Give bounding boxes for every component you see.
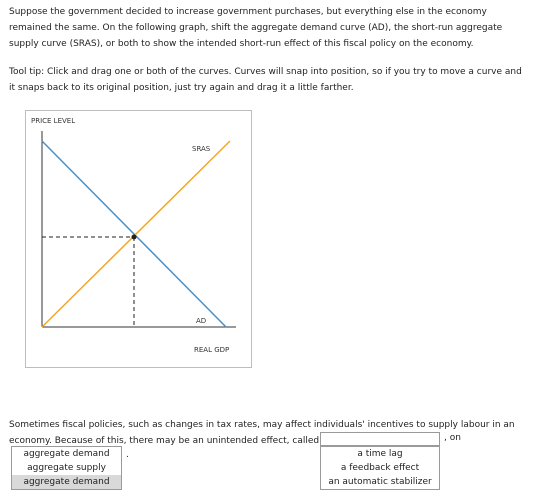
curve-dropdown[interactable] xyxy=(11,446,122,490)
effect-dropdown[interactable] xyxy=(320,446,440,490)
unintended-effect-blank[interactable] xyxy=(320,432,440,446)
graph-canvas xyxy=(26,111,251,367)
effect-option-automatic-stabilizer[interactable]: an automatic stabilizer xyxy=(328,477,432,487)
effect-option-feedback-effect[interactable]: a feedback effect xyxy=(340,463,420,473)
sras-label: SRAS xyxy=(192,145,211,153)
tooltip-paragraph: Tool tip: Click and drag one or both of the curves. Curves will snap into position, so if you try to move a curve and it snaps back to its original position, just try again and drag it a little farther. xyxy=(9,67,522,93)
curve-option-aggregate-demand-selected[interactable]: aggregate demand xyxy=(12,475,121,489)
curve-option-aggregate-demand[interactable]: aggregate demand xyxy=(23,449,110,459)
blank-trailing-text: , on xyxy=(444,433,461,443)
equilibrium-point xyxy=(132,235,137,240)
curve-option-aggregate-supply[interactable]: aggregate supply xyxy=(27,463,106,473)
x-axis-label: REAL GDP xyxy=(194,346,230,354)
question-paragraph-1: Suppose the government decided to increase government purchases, but everything else in the economy remained the same. On the following graph, shift the aggregate demand curve (AD), the short-run aggregate supply curve (SRAS), or both to show the intended short-run effect of this fiscal policy on the economy. xyxy=(9,7,503,49)
ad-label: AD xyxy=(196,317,207,325)
dropdown-trailing-period: . xyxy=(126,450,129,460)
effect-option-time-lag[interactable]: a time lag xyxy=(357,449,403,459)
ad-as-graph xyxy=(25,110,252,368)
question-paragraph-3: Sometimes fiscal policies, such as changes in tax rates, may affect individuals' incentives to supply labour in an economy. Because of this, there may be an unintended effect, called xyxy=(9,420,515,446)
y-axis-label: PRICE LEVEL xyxy=(31,117,76,125)
